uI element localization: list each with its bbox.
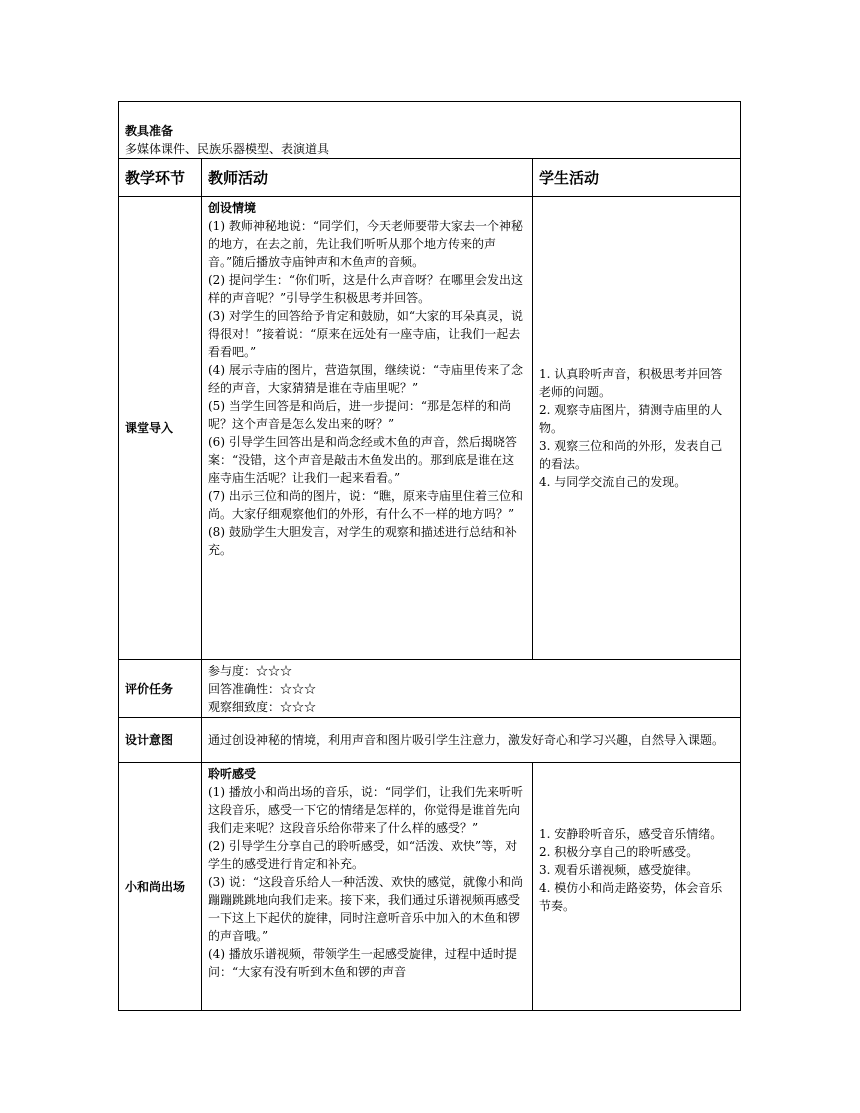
design-content: 通过创设神秘的情境，利用声音和图片吸引学生注意力，激发好奇心和学习兴趣，自然导入课题。	[208, 733, 725, 747]
list-item: 1. 认真聆听声音，积极思考并回答老师的问题。	[539, 367, 723, 399]
list-item: 2. 观察寺庙图片，猜测寺庙里的人物。	[539, 403, 723, 435]
monk-stage: 小和尚出场	[119, 763, 202, 1010]
list-item: 2. 积极分享自己的聆听感受。	[539, 845, 699, 859]
monk-title: 聆听感受	[208, 767, 257, 781]
monk-student-list	[539, 825, 734, 915]
eval-stage: 评价任务	[119, 660, 202, 717]
list-item: 4. 与同学交流自己的发现。	[539, 475, 687, 489]
intro-student	[533, 197, 740, 659]
intro-teacher	[202, 197, 533, 659]
list-item: 4. 模仿小和尚走路姿势，体会音乐节奏。	[539, 881, 723, 913]
header-row	[118, 159, 741, 197]
prep-row	[118, 101, 741, 159]
intro-teacher-step: (4) 展示寺庙的图片，营造氛围，继续说：“寺庙里传来了念经的声音，大家猜猜是谁在寺庙里呢？”	[208, 363, 523, 395]
intro-teacher-step: (6) 引导学生回答出是和尚念经或木鱼的声音，然后揭晓答案：“没错，这个声音是敲击木鱼发出的。那到底是谁在这座寺庙生活呢？让我们一起来看看。”	[208, 435, 517, 485]
monk-teacher	[202, 763, 533, 1010]
list-item: 3. 观看乐谱视频，感受旋律。	[539, 863, 699, 877]
prep-cell	[119, 102, 740, 158]
monk-teacher-step: (3) 说：“这段音乐给人一种活泼、欢快的感觉，就像小和尚蹦蹦跳跳地向我们走来。接下来，我们通过乐谱视频再感受一下这上下起伏的旋律，同时注意听音乐中加入的木鱼和锣的声音哦。”	[208, 875, 523, 943]
eval-line: 观察细致度：☆☆☆	[208, 700, 317, 714]
intro-row	[118, 197, 741, 660]
header-teacher: 教师活动	[202, 159, 533, 196]
header-stage: 教学环节	[119, 159, 202, 196]
intro-teacher-step: (7) 出示三位和尚的图片，说：“瞧，原来寺庙里住着三位和尚。大家仔细观察他们的外形，有什么不一样的地方吗？”	[208, 489, 523, 521]
design-stage: 设计意图	[119, 718, 202, 762]
intro-teacher-step: (3) 对学生的回答给予肯定和鼓励，如“大家的耳朵真灵，说得很对！”接着说：“原来在远处有一座寺庙，让我们一起去看看吧。”	[208, 309, 523, 359]
lesson-plan-table	[118, 101, 741, 1011]
intro-stage: 课堂导入	[119, 197, 202, 659]
prep-title: 教具准备	[125, 124, 174, 138]
monk-teacher-step: (1) 播放小和尚出场的音乐，说：“同学们，让我们先来听听这段音乐，感受一下它的情绪是怎样的，你觉得是谁首先向我们走来呢？这段音乐给你带来了什么样的感受？”	[208, 785, 523, 835]
list-item: 1. 安静聆听音乐，感受音乐情绪。	[539, 827, 723, 841]
intro-teacher-step: (2) 提问学生：“你们听，这是什么声音呀？在哪里会发出这样的声音呢？”引导学生积极思考并回答。	[208, 273, 523, 305]
list-item: 3. 观察三位和尚的外形，发表自己的看法。	[539, 439, 723, 471]
header-student: 学生活动	[539, 168, 600, 187]
intro-teacher-step: (5) 当学生回答是和尚后，进一步提问：“那是怎样的和尚呢？这个声音是怎么发出来的呀？”	[208, 399, 511, 431]
intro-teacher-step: (1) 教师神秘地说：“同学们，今天老师要带大家去一个神秘的地方，在去之前，先让我们听听从那个地方传来的声音。”随后播放寺庙钟声和木鱼声的音频。	[208, 219, 523, 269]
monk-row	[118, 763, 741, 1011]
intro-student-list	[539, 365, 734, 491]
monk-teacher-step: (2) 引导学生分享自己的聆听感受，如“活泼、欢快”等，对学生的感受进行肯定和补充。	[208, 839, 518, 871]
eval-line: 参与度：☆☆☆	[208, 664, 293, 678]
prep-content: 多媒体课件、民族乐器模型、表演道具	[125, 142, 330, 156]
eval-line: 回答准确性：☆☆☆	[208, 682, 317, 696]
intro-teacher-step: (8) 鼓励学生大胆发言，对学生的观察和描述进行总结和补充。	[208, 525, 517, 557]
design-row	[118, 718, 741, 763]
eval-row	[118, 660, 741, 718]
monk-student	[533, 763, 740, 1010]
intro-title: 创设情境	[208, 201, 257, 215]
monk-teacher-step: (4) 播放乐谱视频，带领学生一起感受旋律，过程中适时提问：“大家有没有听到木鱼和锣的声音	[208, 947, 517, 979]
eval-content	[202, 660, 740, 717]
